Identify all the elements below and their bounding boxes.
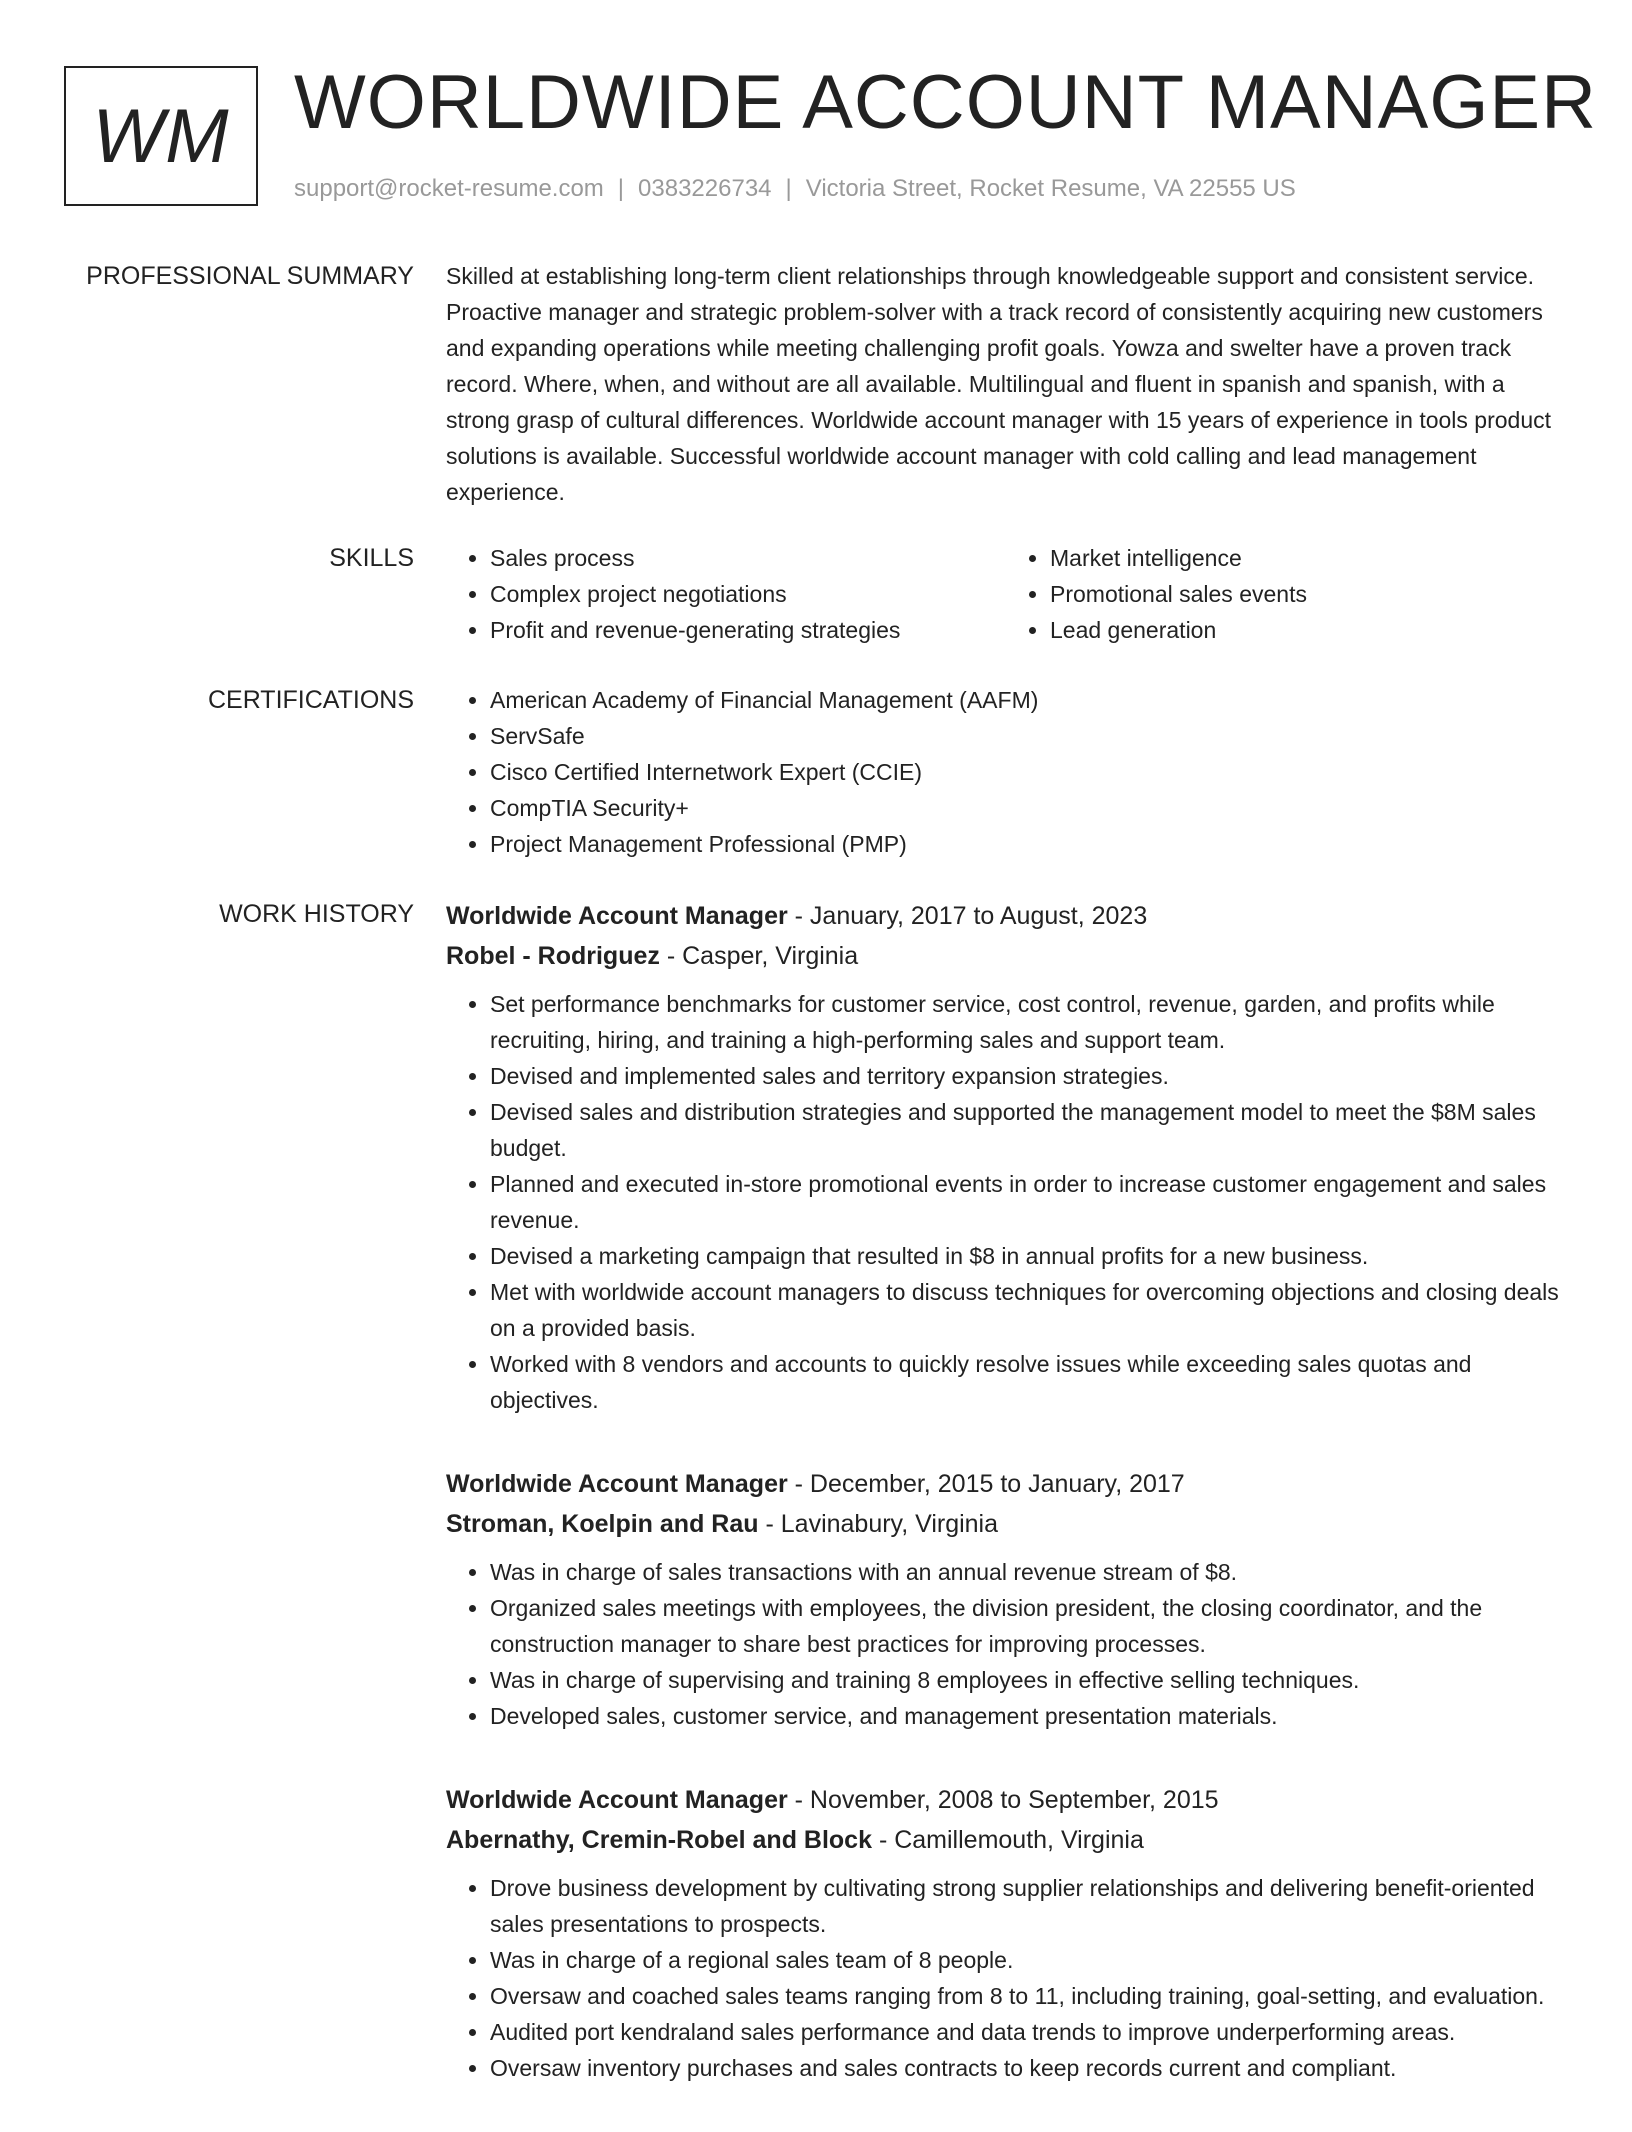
job-title-line (446, 1780, 1566, 1820)
job-title: Worldwide Account Manager (446, 902, 788, 930)
job-title-line (446, 896, 1566, 936)
page-title: WORLDWIDE ACCOUNT MANAGER (294, 60, 1598, 145)
job-bullets (446, 1554, 1566, 1734)
job-bullets (446, 986, 1566, 1418)
list-item: • Lead generation (1050, 612, 1566, 648)
separator: | (617, 175, 625, 202)
skills-list-left (446, 540, 1006, 648)
job-company: Stroman, Koelpin and Rau (446, 1510, 759, 1538)
work-history-label: WORK HISTORY (219, 900, 414, 928)
list-item: • Project Management Professional (PMP) (490, 826, 1566, 862)
list-item: • Set performance benchmarks for customer service, cost control, revenue, garden, and profits while recruiting, hiring, and training a high-performing sales and support team. (490, 986, 1566, 1058)
job-company-line (446, 936, 1566, 976)
list-item: • Complex project negotiations (490, 576, 1006, 612)
email-text[interactable]: support@rocket-resume.com (294, 175, 604, 202)
skills-list-right (1006, 540, 1566, 648)
job-dates: - January, 2017 to August, 2023 (794, 902, 1148, 930)
list-item: • Met with worldwide account managers to discuss techniques for overcoming objections and closing deals on a provided basis. (490, 1274, 1566, 1346)
monogram-logo: WM (64, 66, 258, 206)
list-item: • Organized sales meetings with employees, the division president, the closing coordinator, and the construction manager to share best practices for improving processes. (490, 1590, 1566, 1662)
certifications-list (446, 682, 1566, 862)
job-company: Abernathy, Cremin-Robel and Block (446, 1826, 872, 1854)
certifications-label: CERTIFICATIONS (207, 686, 414, 714)
list-item: • American Academy of Financial Management (AAFM) (490, 682, 1566, 718)
job-dates: - November, 2008 to September, 2015 (794, 1786, 1219, 1814)
list-item: • Oversaw inventory purchases and sales contracts to keep records current and compliant. (490, 2050, 1566, 2086)
separator: | (785, 175, 792, 202)
job-company-line (446, 1820, 1566, 1860)
job-entry (446, 1464, 1566, 1734)
list-item: • Sales process (490, 540, 1006, 576)
list-item: • Developed sales, customer service, and management presentation materials. (490, 1698, 1566, 1734)
list-item: • Was in charge of sales transactions with an annual revenue stream of $8. (490, 1554, 1566, 1590)
list-item: • Audited port kendraland sales performance and data trends to improve underperforming areas. (490, 2014, 1566, 2050)
skills-label: SKILLS (329, 544, 414, 572)
list-item: • Oversaw and coached sales teams ranging from 8 to 11, including training, goal-setting, and evaluation. (490, 1978, 1566, 2014)
job-title: Worldwide Account Manager (446, 1470, 788, 1498)
summary-label: PROFESSIONAL SUMMARY (86, 262, 414, 290)
job-title-line (446, 1464, 1566, 1504)
job-location: - Lavinabury, Virginia (765, 1510, 999, 1538)
list-item: • CompTIA Security+ (490, 790, 1566, 826)
list-item: • Market intelligence (1050, 540, 1566, 576)
list-item: • Worked with 8 vendors and accounts to quickly resolve issues while exceeding sales quotas and objectives. (490, 1346, 1566, 1418)
job-dates: - December, 2015 to January, 2017 (794, 1470, 1185, 1498)
list-item: • Was in charge of a regional sales team of 8 people. (490, 1942, 1566, 1978)
list-item: • Was in charge of supervising and training 8 employees in effective selling techniques. (490, 1662, 1566, 1698)
list-item: • Devised sales and distribution strategies and supported the management model to meet the $8M sales budget. (490, 1094, 1566, 1166)
job-location: - Casper, Virginia (666, 942, 859, 970)
contact-line (294, 172, 1296, 206)
summary-text: Skilled at establishing long-term client relationships through knowledgeable support and consistent service. Proactive manager and strategic problem-solver with a track record of consistently acquiring new customers and expanding operations while meeting challenging profit goals. Yowza and swelter have a proven track record. Where, when, and without are all available. Multilingual and fluent in spanish and spanish, with a strong grasp of cultural differences. Worldwide account manager with 15 years of experience in tools product solutions is available. Successful worldwide account manager with cold calling and lead management experience. (446, 263, 1552, 505)
list-item: • ServSafe (490, 718, 1566, 754)
list-item: • Drove business development by cultivating strong supplier relationships and delivering benefit-oriented sales presentations to prospects. (490, 1870, 1566, 1942)
address-text: Victoria Street, Rocket Resume, VA 22555 US (805, 175, 1296, 202)
list-item: • Profit and revenue-generating strategies (490, 612, 1006, 648)
phone-text: 0383226734 (638, 175, 772, 202)
job-location: - Camillemouth, Virginia (878, 1826, 1144, 1854)
job-bullets (446, 1870, 1566, 2086)
list-item: • Planned and executed in-store promotional events in order to increase customer engagement and sales revenue. (490, 1166, 1566, 1238)
job-entry (446, 1780, 1566, 2086)
job-title: Worldwide Account Manager (446, 1786, 788, 1814)
job-company-line (446, 1504, 1566, 1544)
job-entry (446, 896, 1566, 1418)
list-item: • Promotional sales events (1050, 576, 1566, 612)
list-item: • Cisco Certified Internetwork Expert (CCIE) (490, 754, 1566, 790)
list-item: • Devised and implemented sales and territory expansion strategies. (490, 1058, 1566, 1094)
job-company: Robel - Rodriguez (446, 942, 660, 970)
list-item: • Devised a marketing campaign that resulted in $8 in annual profits for a new business. (490, 1238, 1566, 1274)
